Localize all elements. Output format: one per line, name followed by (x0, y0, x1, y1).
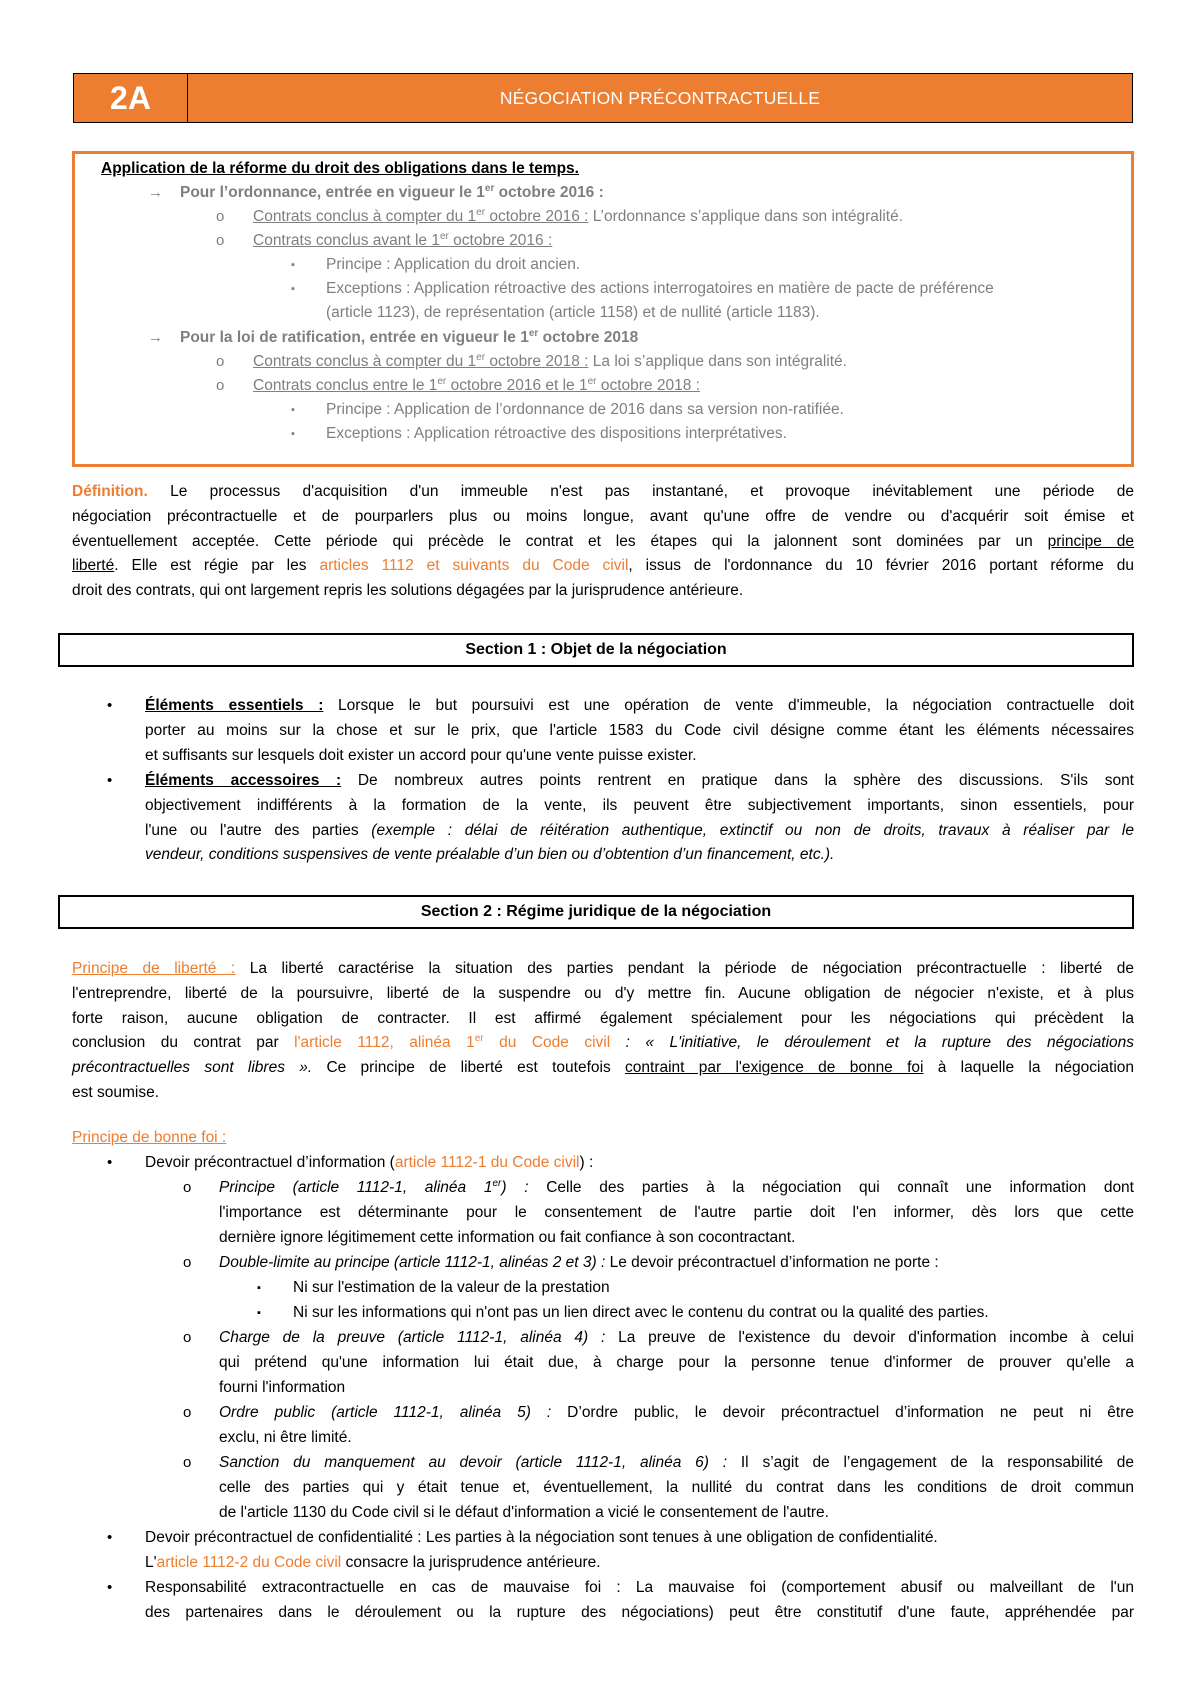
circle-bullet-icon: o (183, 1179, 192, 1196)
ordonnance-label: Pour l’ordonnance, entrée en vigueur le 1er octobre 2016 : (180, 182, 604, 201)
bullet-icon: • (107, 1579, 113, 1596)
liberty-paragraph: Principe de liberté : La liberté caractérise la situation des parties pendant la période de négociation précontractuelle : liberté de l'entreprendre, liberté de la poursuivre, liberté de la suspendre ou d'y mettre fin. Aucune obligation de négocier n'existe, et à plus forte raison, aucune obligation de contracter. Il est affirmé également spécialement pour les négociations qui précèdent la conclusion du contrat par l'article 1112, alinéa 1er du Code civil : « L'initiative, le déroulement et la rupture des négociations précontractuelles sont libres ». Ce principe de liberté est toutefois contraint par l'exigence de bonne foi à laquelle la négociation est soumise. (72, 960, 1135, 1101)
limit-value-item: Ni sur l'estimation de la valeur de la prestation (293, 1279, 610, 1296)
chapter-header (73, 73, 1133, 123)
ordonnance-item-2: Contrats conclus avant le 1er octobre 2016 : (253, 230, 553, 249)
ordonnance-item-1: Contrats conclus à compter du 1er octobre 2016 : L’ordonnance s’applique dans son intégralité. (253, 206, 904, 225)
chapter-code: 2A (74, 74, 188, 122)
square-bullet-icon: ▪ (291, 404, 295, 416)
bullet-icon: • (107, 1154, 113, 1171)
square-bullet-icon: ▪ (257, 1282, 261, 1294)
burden-of-proof-item: Charge de la preuve (article 1112-1, alinéa 4) : La preuve de l'existence du devoir d'information incombe à celui qui prétend qu'une information lui était due, à charge pour la personne tenue d'informer de prouver qu'elle a fourni l'information (219, 1329, 1134, 1396)
square-bullet-icon: ▪ (291, 283, 295, 295)
circle-bullet-icon: o (183, 1254, 192, 1271)
definition-paragraph: Définition. Le processus d'acquisition d'un immeuble n'est pas instantané, et provoque inévitablement une période de négociation précontractuelle et de pourparlers plus ou moins longue, avant qu'une offre de vendre ou d'acquérir soit émise et éventuellement acceptée. Cette période qui précède le contrat et les étapes qui la jalonnent sont dominées par un principe de liberté. Elle est régie par les articles 1112 et suivants du Code civil, issus de l'ordonnance du 10 février 2016 portant réforme du droit des contrats, qui ont largement repris les solutions dégagées par la jurisprudence antérieure. (72, 483, 1134, 600)
ordonnance-principe: Principe : Application du droit ancien. (326, 256, 581, 273)
double-limit-item: Double-limite au principe (article 1112-1, alinéas 2 et 3) : Le devoir précontractuel d’information ne porte : (219, 1254, 939, 1271)
accessory-elements-item: Éléments accessoires : De nombreux autres points rentrent en pratique dans la sphère des discussions. S'ils sont objectivement indifférents à la formation de la vente, ils peuvent être subjectivement importants, sinon essentiels, pour l'une ou l'autre des parties (exemple : délai de réitération authentique, extinctif ou non de droits, travaux à réaliser par le vendeur, conditions suspensives de vente préalable d’un bien ou d’obtention d’un financement, etc.). (145, 772, 1134, 864)
reform-title: Application de la réforme du droit des obligations dans le temps. (101, 160, 579, 177)
square-bullet-icon: ▪ (257, 1307, 261, 1319)
public-order-item: Ordre public (article 1112-1, alinéa 5) : D’ordre public, le devoir précontractuel d’information ne peut ni être exclu, ni être limité. (219, 1404, 1134, 1446)
loi-item-1: Contrats conclus à compter du 1er octobre 2018 : La loi s’applique dans son intégralité. (253, 351, 847, 370)
bullet-icon: • (107, 772, 113, 789)
circle-bullet-icon: o (216, 232, 225, 249)
loi-principe: Principe : Application de l’ordonnance de 2016 dans sa version non-ratifiée. (326, 401, 844, 418)
circle-bullet-icon: o (216, 377, 225, 394)
loi-item-2: Contrats conclus entre le 1er octobre 2016 et le 1er octobre 2018 : (253, 375, 700, 394)
bullet-icon: • (107, 1529, 113, 1546)
circle-bullet-icon: o (216, 353, 225, 370)
principle-item: Principe (article 1112-1, alinéa 1er) : Celle des parties à la négociation qui connaît une information dont l'importance est déterminante pour le consentement de l'autre partie doit l'en informer, dès lors que cette dernière ignore légitimement cette information ou fait confiance à son cocontractant. (219, 1177, 1134, 1246)
square-bullet-icon: ▪ (291, 428, 295, 440)
good-faith-label: Principe de bonne foi : (72, 1129, 227, 1146)
section-1-title: Section 1 : Objet de la négociation (58, 633, 1134, 667)
section-2-title: Section 2 : Régime juridique de la négociation (58, 895, 1134, 929)
essential-elements-item: Éléments essentiels : Lorsque le but poursuivi est une opération de vente d'immeuble, la négociation contractuelle doit porter au moins sur la chose et sur le prix, que l'article 1583 du Code civil désigne comme étant les éléments nécessaires et suffisants sur lesquels doit exister un accord pour qu'une vente puisse exister. (145, 697, 1134, 764)
loi-exceptions: Exceptions : Application rétroactive des dispositions interprétatives. (326, 425, 787, 442)
arrow-icon: → (148, 184, 163, 201)
chapter-title: NÉGOCIATION PRÉCONTRACTUELLE (188, 74, 1132, 122)
liability-item: Responsabilité extracontractuelle en cas de mauvaise foi : La mauvaise foi (comportement abusif ou malveillant de l'un des partenaires dans le déroulement ou la rupture des négociations) peut être constitutif d'une faute, appréhendée par (145, 1579, 1134, 1621)
square-bullet-icon: ▪ (291, 259, 295, 271)
ordonnance-exceptions-line-1: Exceptions : Application rétroactive des actions interrogatoires en matière de pacte de préférence (326, 280, 994, 297)
circle-bullet-icon: o (183, 1329, 192, 1346)
loi-label: Pour la loi de ratification, entrée en vigueur le 1er octobre 2018 (180, 327, 639, 346)
sanction-item: Sanction du manquement au devoir (article 1112-1, alinéa 6) : Il s’agit de l’engagement de la responsabilité de celle des parties qui y était tenue et, éventuellement, la nullité du contrat dans les conditions de droit commun de l'article 1130 du Code civil si le défaut d'information a vicié le consentement de l'autre. (219, 1454, 1135, 1521)
arrow-icon: → (148, 329, 163, 346)
ordonnance-exceptions-line-2: (article 1123), de représentation (article 1158) et de nullité (article 1183). (326, 304, 820, 321)
circle-bullet-icon: o (216, 208, 225, 225)
limit-information-item: Ni sur les informations qui n'ont pas un lien direct avec le contenu du contrat ou la qualité des parties. (293, 1304, 989, 1321)
confidentiality-item: Devoir précontractuel de confidentialité : Les parties à la négociation sont tenues à une obligation de confidentialité. L'article 1112-2 du Code civil consacre la jurisprudence antérieure. (145, 1529, 938, 1571)
information-duty-heading: Devoir précontractuel d’information (article 1112-1 du Code civil) : (145, 1154, 594, 1171)
bullet-icon: • (107, 697, 113, 714)
circle-bullet-icon: o (183, 1404, 192, 1421)
circle-bullet-icon: o (183, 1454, 192, 1471)
